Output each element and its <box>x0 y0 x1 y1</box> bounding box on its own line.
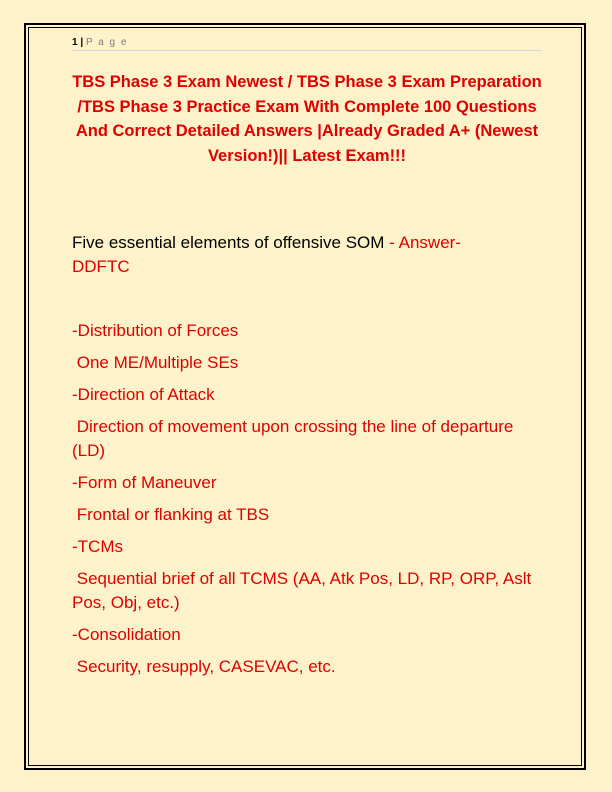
document-title: TBS Phase 3 Exam Newest / TBS Phase 3 Exam Preparation /TBS Phase 3 Practice Exam With Complete 100 Questions And Correct Detailed Answers |Already Graded A+ (Newest Version!)|| Latest Exam!!! <box>72 73 542 165</box>
answer-line: -Consolidation <box>72 625 181 644</box>
question-text: Five essential elements of offensive SOM <box>72 233 385 252</box>
answer-line: Frontal or flanking at TBS <box>72 505 270 524</box>
page-label: P a g e <box>85 37 128 48</box>
page-number: 1 <box>72 37 78 48</box>
answer-line: Sequential brief of all TCMS (AA, Atk Pos, LD, RP, ORP, Aslt Pos, Obj, etc.) <box>72 569 536 612</box>
answer-line: -Form of Maneuver <box>72 473 217 492</box>
answer-line: -TCMs <box>72 537 123 556</box>
answer-line: -Distribution of Forces <box>72 321 239 340</box>
answer-line: One ME/Multiple SEs <box>72 353 239 372</box>
answer-prefix: - Answer- <box>384 233 461 252</box>
answer-line: -Direction of Attack <box>72 385 215 404</box>
answer-line: Direction of movement upon crossing the line of departure (LD) <box>72 417 519 460</box>
page-separator: | <box>80 37 84 48</box>
page-header <box>72 37 542 51</box>
answer-line: Security, resupply, CASEVAC, etc. <box>72 657 336 676</box>
question-block <box>72 231 547 279</box>
answer-short: DDFTC <box>72 257 130 276</box>
